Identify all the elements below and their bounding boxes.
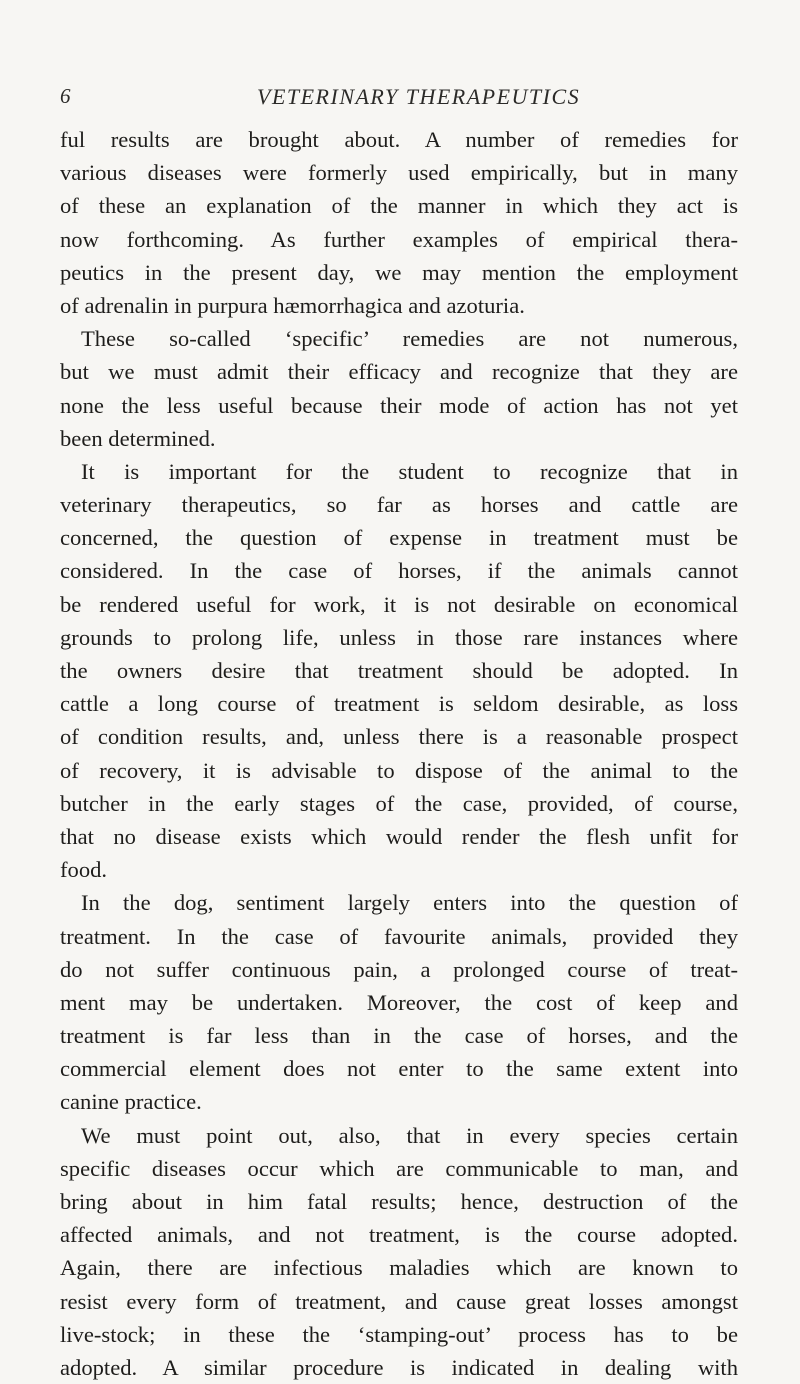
text-line: Again, there are infectious maladies which are known to — [60, 1255, 738, 1281]
text-line: be rendered useful for work, it is not desirable on economical — [60, 591, 738, 617]
text-line: considered. In the case of horses, if the animals cannot — [60, 558, 738, 584]
text-line: It is important for the student to recognize that in — [81, 458, 738, 484]
body-text — [60, 123, 738, 1384]
text-line: bring about in him fatal results; hence, destruction of the — [60, 1189, 738, 1214]
text-line: of these an explanation of the manner in which they act is — [60, 193, 738, 219]
text-line: ment may be undertaken. Moreover, the cost of keep and — [60, 989, 738, 1015]
text-line: the owners desire that treatment should be adopted. In — [60, 658, 738, 683]
text-line: of adrenalin in purpura hæmorrhagica and azoturia. — [60, 292, 525, 318]
text-line: of condition results, and, unless there is a reasonable prospect — [60, 724, 738, 750]
text-line: peutics in the present day, we may mention the employment — [60, 259, 738, 285]
text-line: butcher in the early stages of the case, provided, of course, — [60, 790, 738, 816]
text-line: adopted. A similar procedure is indicated in dealing with — [60, 1354, 738, 1380]
page-header — [60, 84, 740, 114]
text-line: commercial element does not enter to the same extent into — [60, 1056, 738, 1082]
text-line: of recovery, it is advisable to dispose of the animal to the — [60, 757, 738, 783]
text-line: do not suffer continuous pain, a prolonged course of treat- — [60, 956, 738, 982]
text-line: veterinary therapeutics, so far as horses and cattle are — [60, 492, 738, 518]
running-title: VETERINARY THERAPEUTICS — [257, 84, 581, 109]
text-line: live-stock; in these the ‘stamping-out’ process has to be — [60, 1321, 738, 1347]
text-line: affected animals, and not treatment, is the course adopted. — [60, 1222, 738, 1248]
text-line: but we must admit their efficacy and recognize that they are — [60, 359, 738, 385]
text-line: canine practice. — [60, 1089, 202, 1115]
page-number: 6 — [60, 84, 71, 108]
text-line: food. — [60, 857, 108, 883]
text-line: been determined. — [60, 425, 216, 451]
text-line: treatment. In the case of favourite animals, provided they — [60, 923, 738, 949]
text-line: specific diseases occur which are communicable to man, and — [60, 1155, 738, 1181]
text-line: In the dog, sentiment largely enters into the question of — [81, 890, 738, 916]
text-line: resist every form of treatment, and cause great losses amongst — [60, 1288, 738, 1314]
text-line: treatment is far less than in the case of horses, and the — [60, 1023, 738, 1049]
text-line: now forthcoming. As further examples of empirical thera- — [60, 226, 738, 252]
text-line: none the less useful because their mode of action has not yet — [60, 392, 738, 418]
text-line: These so-called ‘specific’ remedies are not numerous, — [81, 326, 738, 352]
text-line: We must point out, also, that in every species certain — [81, 1122, 738, 1148]
text-line: concerned, the question of expense in treatment must be — [60, 525, 738, 551]
text-line: various diseases were formerly used empirically, but in many — [60, 160, 738, 186]
text-line: cattle a long course of treatment is seldom desirable, as loss — [60, 691, 738, 717]
text-line: that no disease exists which would render the flesh unfit for — [60, 823, 738, 849]
text-line: ful results are brought about. A number of remedies for — [60, 127, 738, 152]
text-line: grounds to prolong life, unless in those rare instances where — [60, 624, 738, 650]
